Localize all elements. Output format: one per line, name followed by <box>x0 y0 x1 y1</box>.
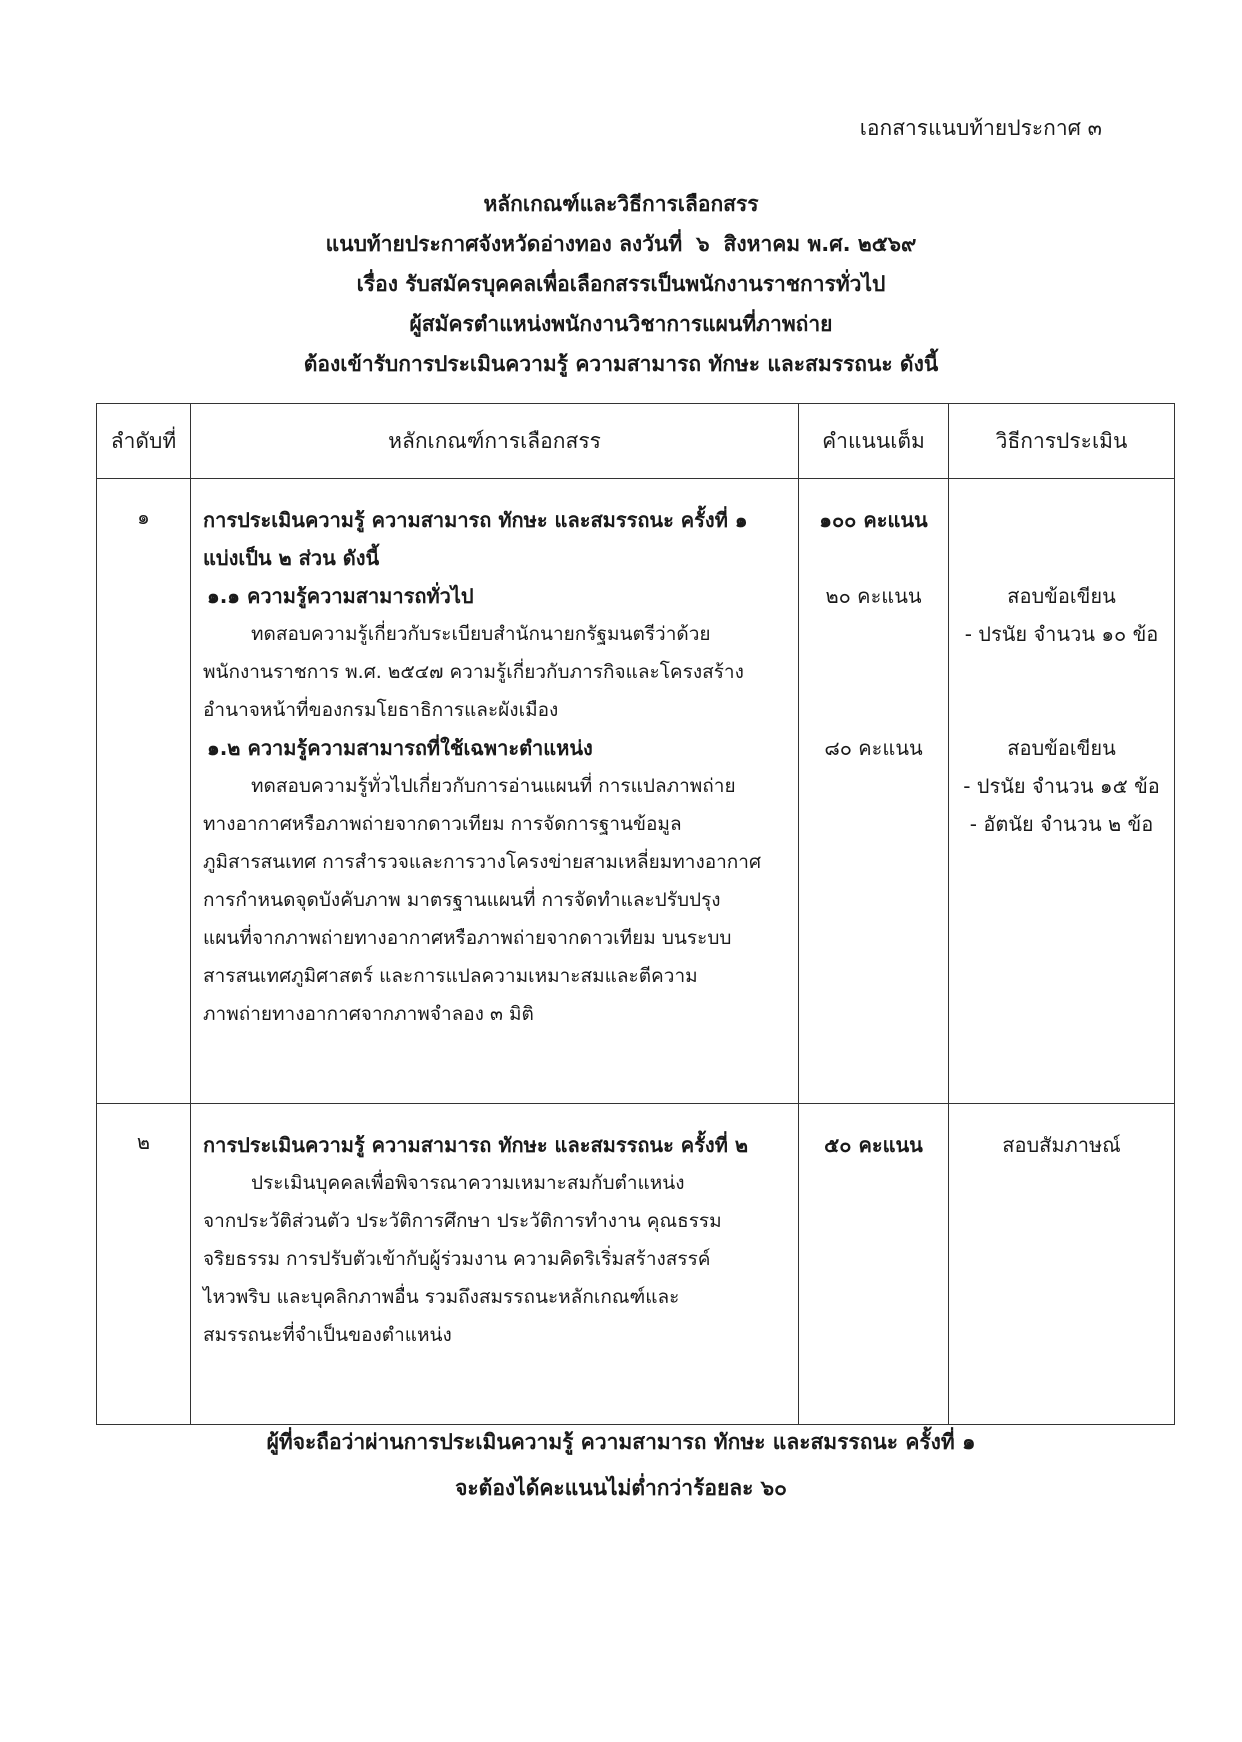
part-2-desc-line: ทางอากาศหรือภาพถ่ายจากดาวเทียม การจัดการฐานข้อมูล <box>203 813 682 835</box>
header-method: วิธีการประเมิน <box>949 404 1175 479</box>
title-line-2 <box>0 224 1242 264</box>
row-2-desc-line: จากประวัติส่วนตัว ประวัติการศึกษา ประวัติการทำงาน คุณธรรม <box>203 1210 722 1232</box>
row-2-desc-line: ประเมินบุคคลเพื่อพิจารณาความเหมาะสมกับตำแหน่ง <box>251 1172 685 1194</box>
header-full-score: คำแนนเต็ม <box>799 404 949 479</box>
title-block <box>0 184 1242 384</box>
header-criteria: หลักเกณฑ์การเลือกสรร <box>191 404 799 479</box>
footer-line-1: ผู้ที่จะถือว่าผ่านการประเมินความรู้ ความสามารถ ทักษะ และสมรรถนะ ครั้งที่ ๑ <box>266 1430 976 1454</box>
part-1-score: ๒๐ คะแนน <box>825 584 922 608</box>
part-2-desc-line: สารสนเทศภูมิศาสตร์ และการแปลความเหมาะสมและตีความ <box>203 965 698 987</box>
row-2-method-value: สอบสัมภาษณ์ <box>1002 1133 1121 1157</box>
part-2-score: ๘๐ คะแนน <box>824 736 923 760</box>
row-2-desc-line: สมรรถนะที่จำเป็นของตำแหน่ง <box>203 1324 452 1346</box>
part-2-title: ๑.๒ ความรู้ความสามารถที่ใช้เฉพาะตำแหน่ง <box>207 736 593 760</box>
part-2-desc-line: การกำหนดจุดบังคับภาพ มาตรฐานแผนที่ การจัดทำและปรับปรุง <box>203 889 721 911</box>
part-1-desc-line: อำนาจหน้าที่ของกรมโยธาธิการและผังเมือง <box>203 699 559 721</box>
part-2-desc-line: ภูมิสารสนเทศ การสำรวจและการวางโครงข่ายสามเหลี่ยมทางอากาศ <box>203 851 762 873</box>
row-2-method <box>949 1104 1175 1425</box>
row-2-number: ๒ <box>97 1104 191 1425</box>
table-header-row <box>97 404 1175 479</box>
row-1-heading-line-2: แบ่งเป็น ๒ ส่วน ดังนี้ <box>203 546 380 570</box>
part-2-desc-line: แผนที่จากภาพถ่ายทางอากาศหรือภาพถ่ายจากดาวเทียม บนระบบ <box>203 927 732 949</box>
part-2-method-detail-2: - อัตนัย จำนวน ๒ ข้อ <box>969 812 1154 836</box>
row-1-methods <box>949 479 1175 1104</box>
footer-note <box>0 1419 1242 1511</box>
row-1-criteria <box>191 479 799 1104</box>
part-2-desc-line: ภาพถ่ายทางอากาศจากภาพจำลอง ๓ มิติ <box>203 1003 534 1025</box>
row-2-score-value: ๕๐ คะแนน <box>824 1133 923 1157</box>
title-line-1: หลักเกณฑ์และวิธีการเลือกสรร <box>483 192 759 216</box>
title-line-2-prefix: แนบท้ายประกาศจังหวัดอ่างทอง ลงวันที่ <box>325 232 683 256</box>
title-line-5: ต้องเข้ารับการประเมินความรู้ ความสามารถ ทักษะ และสมรรถนะ ดังนี้ <box>303 352 939 376</box>
row-1-scores <box>799 479 949 1104</box>
footer-line-2: จะต้องได้คะแนนไม่ต่ำกว่าร้อยละ ๖๐ <box>455 1476 787 1500</box>
table-row <box>97 479 1175 1104</box>
part-1-desc-line: พนักงานราชการ พ.ศ. ๒๕๔๗ ความรู้เกี่ยวกับภารกิจและโครงสร้าง <box>203 661 744 683</box>
title-line-4: ผู้สมัครตำแหน่งพนักงานวิชาการแผนที่ภาพถ่าย <box>409 312 833 336</box>
title-day: ๖ <box>696 232 710 256</box>
row-1-total-score: ๑๐๐ คะแนน <box>819 508 928 532</box>
row-1-number: ๑ <box>97 479 191 1104</box>
row-2-desc-line: ไหวพริบ และบุคลิกภาพอื่น รวมถึงสมรรถนะหลักเกณฑ์และ <box>203 1286 680 1308</box>
part-1-desc-line: ทดสอบความรู้เกี่ยวกับระเบียบสำนักนายกรัฐมนตรีว่าด้วย <box>251 623 711 645</box>
part-1-title: ๑.๑ ความรู้ความสามารถทั่วไป <box>207 584 474 608</box>
row-1-heading: การประเมินความรู้ ความสามารถ ทักษะ และสมรรถนะ ครั้งที่ ๑ <box>203 508 748 532</box>
row-2-score <box>799 1104 949 1425</box>
criteria-table <box>96 403 1175 1425</box>
title-line-3: เรื่อง รับสมัครบุคคลเพื่อเลือกสรรเป็นพนักงานราชการทั่วไป <box>356 272 886 296</box>
part-2-method-detail-1: - ปรนัย จำนวน ๑๕ ข้อ <box>963 774 1160 798</box>
row-2-criteria <box>191 1104 799 1425</box>
part-2-desc-line: ทดสอบความรู้ทั่วไปเกี่ยวกับการอ่านแผนที่ การแปลภาพถ่าย <box>251 775 736 797</box>
row-2-heading: การประเมินความรู้ ความสามารถ ทักษะ และสมรรถนะ ครั้งที่ ๒ <box>203 1133 749 1157</box>
part-1-method-detail: - ปรนัย จำนวน ๑๐ ข้อ <box>964 622 1159 646</box>
title-line-2-suffix: สิงหาคม พ.ศ. ๒๕๖๙ <box>723 232 917 256</box>
header-no: ลำดับที่ <box>97 404 191 479</box>
part-2-method: สอบข้อเขียน <box>1007 736 1116 760</box>
part-1-method: สอบข้อเขียน <box>1007 584 1116 608</box>
table-row <box>97 1104 1175 1425</box>
attachment-label: เอกสารแนบท้ายประกาศ ๓ <box>859 116 1102 140</box>
row-2-desc-line: จริยธรรม การปรับตัวเข้ากับผู้ร่วมงาน ความคิดริเริ่มสร้างสรรค์ <box>203 1248 711 1270</box>
